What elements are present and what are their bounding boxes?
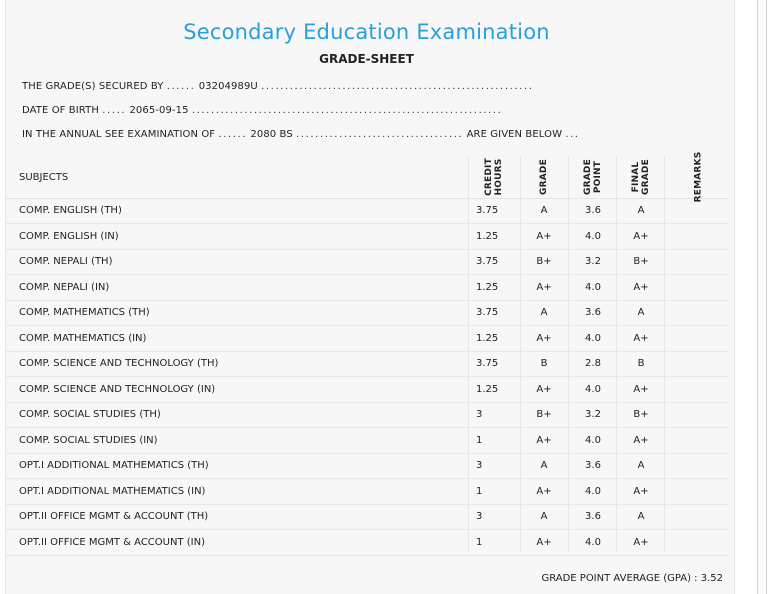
- grade-cell: B+: [536, 256, 552, 267]
- grade-cell: B: [540, 358, 548, 369]
- table-row: [6, 300, 728, 326]
- subject-cell: COMP. NEPALI (IN): [19, 282, 110, 293]
- subject-cell: OPT.I ADDITIONAL MATHEMATICS (IN): [19, 486, 206, 497]
- secured-by-value: 03204989U: [198, 81, 258, 92]
- grade-point-cell: 3.2: [585, 256, 601, 267]
- grade-point-cell: 4.0: [585, 486, 601, 497]
- credit-hours-cell: 3.75: [476, 205, 499, 216]
- table-row: [6, 224, 728, 250]
- table-row: [6, 479, 728, 505]
- secured-by-line: [22, 81, 534, 92]
- table-row: [6, 326, 728, 352]
- grade-cell: A: [540, 511, 548, 522]
- table-row: [6, 504, 728, 530]
- column-header-grade-point: [569, 159, 617, 195]
- credit-hours-cell: 1.25: [476, 333, 499, 344]
- table-row: [6, 198, 728, 224]
- grade-cell: A: [540, 307, 548, 318]
- grade-cell: A: [540, 460, 548, 471]
- credit-hours-cell: 1.25: [476, 282, 499, 293]
- final-grade-cell: B+: [633, 409, 649, 420]
- grade-cell: B+: [536, 409, 552, 420]
- table-row: [6, 402, 728, 428]
- leader-dots: ...: [565, 129, 580, 140]
- column-header-grade: [520, 159, 568, 195]
- final-grade-cell: A: [637, 511, 645, 522]
- leader-dots: .....: [102, 105, 127, 116]
- leader-dots: ...................................: [296, 129, 464, 140]
- secured-by-label: THE GRADE(S) SECURED BY: [22, 81, 164, 92]
- grade-cell: A+: [536, 384, 552, 395]
- grade-cell: A: [540, 205, 548, 216]
- grade-point-cell: 3.6: [585, 307, 601, 318]
- subject-cell: OPT.II OFFICE MGMT & ACCOUNT (TH): [19, 511, 209, 522]
- grade-point-cell: 3.6: [585, 460, 601, 471]
- column-header-credit-hours: [470, 159, 518, 195]
- final-grade-label: FINAL GRADE: [631, 159, 651, 195]
- dob-label: DATE OF BIRTH: [22, 105, 99, 116]
- grade-point-cell: 4.0: [585, 384, 601, 395]
- column-header-remarks: [674, 151, 722, 203]
- credit-hours-cell: 1.25: [476, 384, 499, 395]
- subject-cell: COMP. SCIENCE AND TECHNOLOGY (TH): [19, 358, 219, 369]
- subject-cell: COMP. SOCIAL STUDIES (IN): [19, 435, 158, 446]
- final-grade-cell: A: [637, 460, 645, 471]
- subject-cell: COMP. NEPALI (TH): [19, 256, 113, 267]
- table-row: [6, 453, 728, 479]
- table-row: [6, 428, 728, 454]
- subject-cell: COMP. SOCIAL STUDIES (TH): [19, 409, 161, 420]
- subject-cell: COMP. SCIENCE AND TECHNOLOGY (IN): [19, 384, 216, 395]
- page-title: Secondary Education Examination: [183, 20, 550, 44]
- grade-point-cell: 4.0: [585, 231, 601, 242]
- credit-hours-cell: 1: [476, 537, 483, 548]
- column-header-subjects: SUBJECTS: [19, 172, 69, 183]
- final-grade-cell: A+: [633, 282, 649, 293]
- subject-cell: OPT.I ADDITIONAL MATHEMATICS (TH): [19, 460, 209, 471]
- subject-cell: OPT.II OFFICE MGMT & ACCOUNT (IN): [19, 537, 205, 548]
- page-subtitle: GRADE-SHEET: [319, 52, 414, 66]
- credit-hours-cell: 3: [476, 511, 483, 522]
- grade-point-cell: 3.2: [585, 409, 601, 420]
- leader-dots: ......: [218, 129, 248, 140]
- dob-value: 2065-09-15: [129, 105, 189, 116]
- final-grade-cell: A+: [633, 384, 649, 395]
- grade-point-cell: 3.6: [585, 511, 601, 522]
- table-row: [6, 249, 728, 275]
- grade-cell: A+: [536, 435, 552, 446]
- grade-cell: A+: [536, 537, 552, 548]
- credit-hours-label: CREDIT HOURS: [484, 158, 504, 196]
- credit-hours-cell: 3: [476, 409, 483, 420]
- final-grade-cell: A+: [633, 486, 649, 497]
- leader-dots: .................................................................: [191, 105, 503, 116]
- credit-hours-cell: 3.75: [476, 358, 499, 369]
- final-grade-cell: B+: [633, 256, 649, 267]
- grade-point-cell: 3.6: [585, 205, 601, 216]
- exam-value: 2080 BS: [250, 129, 293, 140]
- exam-suffix: ARE GIVEN BELOW: [466, 129, 563, 140]
- grade-point-cell: 4.0: [585, 333, 601, 344]
- credit-hours-cell: 1: [476, 486, 483, 497]
- exam-label: IN THE ANNUAL SEE EXAMINATION OF: [22, 129, 216, 140]
- final-grade-cell: B: [637, 358, 645, 369]
- grade-point-cell: 4.0: [585, 282, 601, 293]
- grade-cell: A+: [536, 333, 552, 344]
- leader-dots: ......: [166, 81, 196, 92]
- grade-point-cell: 2.8: [585, 358, 601, 369]
- grade-label: GRADE: [539, 159, 549, 195]
- subject-cell: COMP. ENGLISH (IN): [19, 231, 119, 242]
- table-row: [6, 530, 728, 556]
- credit-hours-cell: 3.75: [476, 307, 499, 318]
- final-grade-cell: A+: [633, 537, 649, 548]
- final-grade-cell: A+: [633, 231, 649, 242]
- subject-cell: COMP. MATHEMATICS (IN): [19, 333, 147, 344]
- grade-cell: A+: [536, 282, 552, 293]
- gpa-value: 3.52: [700, 573, 723, 584]
- credit-hours-cell: 3.75: [476, 256, 499, 267]
- final-grade-cell: A+: [633, 333, 649, 344]
- scrollbar-track[interactable]: [757, 0, 767, 594]
- dob-line: [22, 105, 502, 116]
- credit-hours-cell: 1: [476, 435, 483, 446]
- grade-point-label: GRADE POINT: [583, 159, 603, 195]
- final-grade-cell: A+: [633, 435, 649, 446]
- table-header: [6, 151, 728, 203]
- subject-cell: COMP. MATHEMATICS (TH): [19, 307, 150, 318]
- gpa-label: GRADE POINT AVERAGE (GPA) :: [541, 573, 698, 584]
- credit-hours-cell: 3: [476, 460, 483, 471]
- final-grade-cell: A: [637, 307, 645, 318]
- column-header-final-grade: [617, 159, 665, 195]
- final-grade-cell: A: [637, 205, 645, 216]
- exam-line: [22, 129, 580, 140]
- subject-cell: COMP. ENGLISH (TH): [19, 205, 122, 216]
- grade-point-cell: 4.0: [585, 435, 601, 446]
- credit-hours-cell: 1.25: [476, 231, 499, 242]
- table-row: [6, 351, 728, 377]
- table-row: [6, 377, 728, 403]
- gpa-summary: [541, 573, 723, 584]
- leader-dots: .........................................................: [261, 81, 534, 92]
- grade-point-cell: 4.0: [585, 537, 601, 548]
- grade-cell: A+: [536, 231, 552, 242]
- table-row: [6, 275, 728, 301]
- grade-cell: A+: [536, 486, 552, 497]
- remarks-label: REMARKS: [693, 151, 704, 203]
